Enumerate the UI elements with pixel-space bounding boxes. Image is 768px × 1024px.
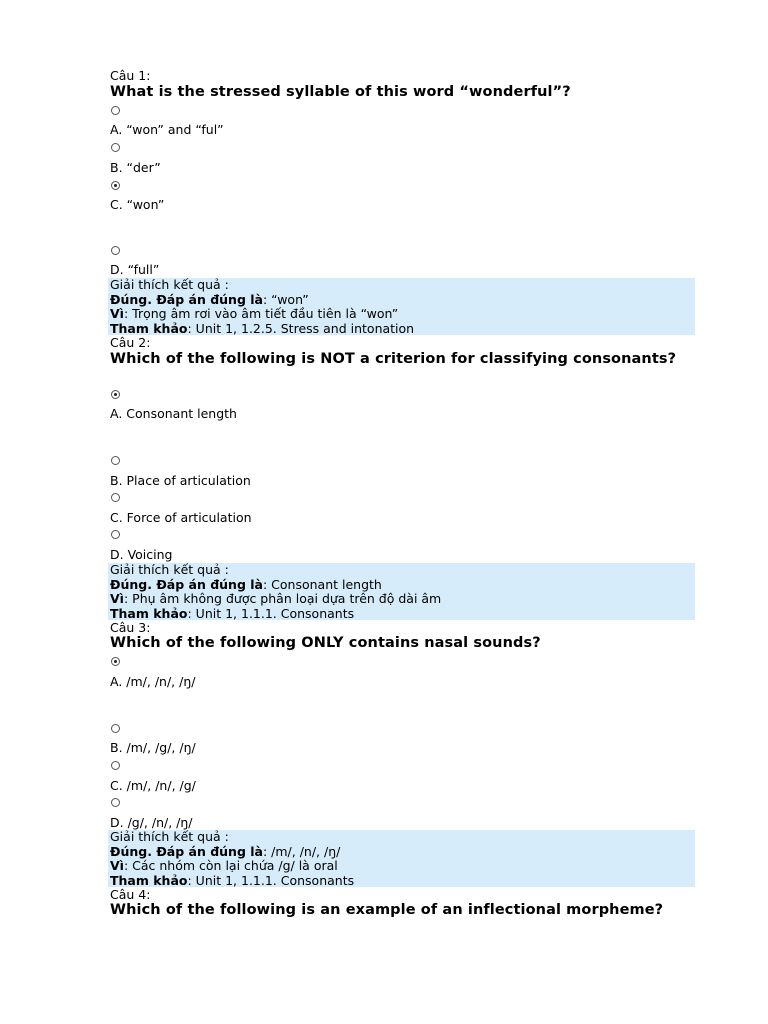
reason-line: Vì: Các nhóm còn lại chứa /g/ là oral bbox=[110, 858, 338, 874]
question-4-text: Which of the following is an example of an inflectional morpheme? bbox=[110, 902, 664, 918]
q3-option-a-radio[interactable] bbox=[111, 657, 120, 666]
q2-option-b-label[interactable]: B. Place of articulation bbox=[110, 473, 251, 488]
q3-option-d-label[interactable]: D. /g/, /n/, /ŋ/ bbox=[110, 815, 193, 830]
question-1-text: What is the stressed syllable of this word “wonderful”? bbox=[110, 84, 571, 100]
q1-option-d-radio[interactable] bbox=[111, 246, 120, 255]
q2-option-d-radio[interactable] bbox=[111, 530, 120, 539]
explanation-heading: Giải thích kết quả : bbox=[110, 562, 229, 577]
q1-option-a-radio[interactable] bbox=[111, 106, 120, 115]
q2-explanation-box bbox=[108, 563, 695, 620]
q3-option-c-radio[interactable] bbox=[111, 761, 120, 770]
q1-option-d-label[interactable]: D. “full” bbox=[110, 262, 160, 277]
q2-option-b-radio[interactable] bbox=[111, 456, 120, 465]
q3-option-a-label[interactable]: A. /m/, /n/, /ŋ/ bbox=[110, 674, 196, 689]
q1-option-c-label[interactable]: C. “won” bbox=[110, 197, 165, 212]
reason-line: Vì: Trọng âm rơi vào âm tiết đầu tiên là “won” bbox=[110, 306, 399, 322]
q1-option-a-label[interactable]: A. “won” and “ful” bbox=[110, 122, 224, 137]
q3-option-d-radio[interactable] bbox=[111, 798, 120, 807]
q1-option-b-label[interactable]: B. “der” bbox=[110, 160, 161, 175]
reference-line: Tham khảo: Unit 1, 1.1.1. Consonants bbox=[110, 605, 355, 621]
question-4-number: Câu 4: bbox=[110, 887, 151, 902]
explanation-heading: Giải thích kết quả : bbox=[110, 829, 229, 844]
q2-option-d-label[interactable]: D. Voicing bbox=[110, 547, 173, 562]
explanation-heading: Giải thích kết quả : bbox=[110, 277, 229, 292]
q3-option-b-radio[interactable] bbox=[111, 724, 120, 733]
question-1-number: Câu 1: bbox=[110, 68, 151, 83]
correct-answer-line: Đúng. Đáp án đúng là: /m/, /n/, /ŋ/ bbox=[110, 843, 341, 859]
q3-explanation-box bbox=[108, 830, 695, 887]
q1-option-c-radio[interactable] bbox=[111, 181, 120, 190]
q3-option-b-label[interactable]: B. /m/, /g/, /ŋ/ bbox=[110, 740, 196, 755]
question-3-number: Câu 3: bbox=[110, 620, 151, 635]
correct-answer-line: Đúng. Đáp án đúng là: Consonant length bbox=[110, 576, 382, 592]
question-2-number: Câu 2: bbox=[110, 335, 151, 350]
reference-line: Tham khảo: Unit 1, 1.2.5. Stress and intonation bbox=[110, 320, 415, 336]
q3-option-c-label[interactable]: C. /m/, /n/, /g/ bbox=[110, 778, 196, 793]
q2-option-c-label[interactable]: C. Force of articulation bbox=[110, 510, 252, 525]
q1-explanation-box bbox=[108, 278, 695, 335]
reason-line: Vì: Phụ âm không được phân loại dựa trên độ dài âm bbox=[110, 591, 442, 607]
question-2-text: Which of the following is NOT a criterion for classifying consonants? bbox=[110, 351, 677, 367]
q1-option-b-radio[interactable] bbox=[111, 143, 120, 152]
correct-answer-line: Đúng. Đáp án đúng là: “won” bbox=[110, 291, 309, 307]
question-3-text: Which of the following ONLY contains nasal sounds? bbox=[110, 635, 541, 651]
q2-option-a-label[interactable]: A. Consonant length bbox=[110, 406, 237, 421]
q2-option-c-radio[interactable] bbox=[111, 493, 120, 502]
reference-line: Tham khảo: Unit 1, 1.1.1. Consonants bbox=[110, 872, 355, 888]
q2-option-a-radio[interactable] bbox=[111, 390, 120, 399]
